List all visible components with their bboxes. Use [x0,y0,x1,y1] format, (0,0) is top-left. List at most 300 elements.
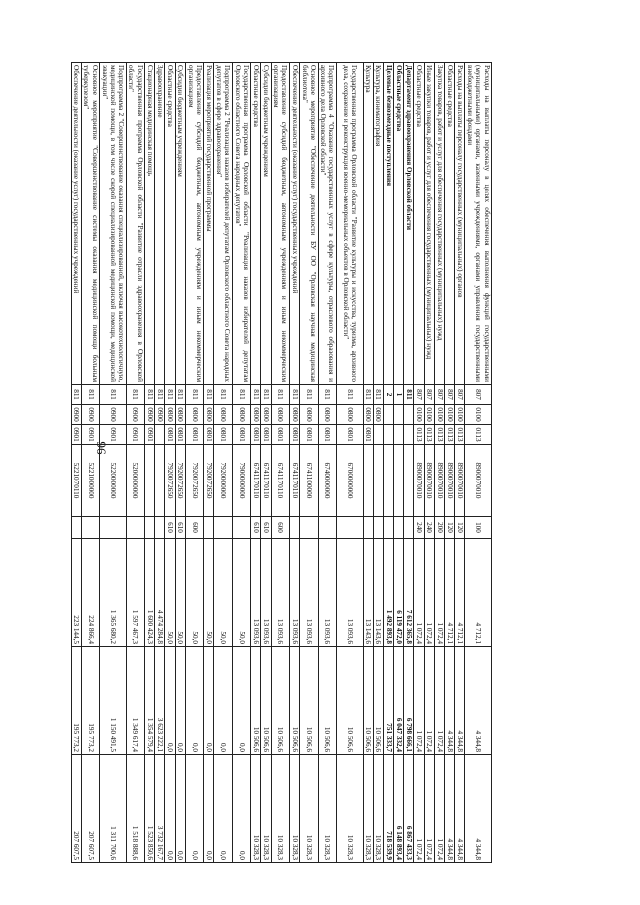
row-code: 811 [214,385,232,405]
row-amount-3: 1 072,4 [424,755,434,863]
row-amount-2: 10 506,6 [373,647,383,755]
row-subsection: 0801 [232,425,250,445]
row-amount-3: 6 867 433,3 [404,755,414,863]
row-amount-3: 718 539,9 [383,755,393,863]
row-amount-3: 0,0 [214,755,232,863]
row-amount-2: 10 506,6 [300,647,318,755]
row-amount-2: 0,0 [175,647,185,755]
row-amount-1: 13 093,6 [318,539,336,647]
row-amount-2: 4 344,8 [445,647,455,755]
row-amount-3: 207 607,5 [71,755,81,863]
row-amount-1: 50,0 [165,539,175,647]
row-expense-type [318,517,336,539]
row-amount-3: 3 732 167,7 [155,755,165,863]
row-amount-3: 10 328,3 [336,755,363,863]
budget-table [71,62,492,863]
row-expense-type [71,517,81,539]
row-amount-3: 0,0 [232,755,250,863]
row-name: Областные средства [445,63,455,385]
row-amount-1: 13 093,6 [261,539,271,647]
row-amount-3: 1 072,4 [414,755,424,863]
row-target-article: 6741170110 [289,445,299,517]
row-subsection [373,425,383,445]
row-name: Департамент здравоохранения Орловской области [404,63,414,385]
table-row [175,63,185,863]
row-amount-2: 10 506,6 [336,647,363,755]
row-expense-type: 610 [261,517,271,539]
row-code: 807 [434,385,444,405]
row-name: Предоставление субсидий бюджетным, автономным учреждениям и иным некоммерческим организациям [271,63,289,385]
row-amount-3: 4 344,8 [465,755,492,863]
row-expense-type [373,517,383,539]
table-row [336,63,363,863]
row-subsection: 0801 [214,425,232,445]
row-subsection: 0113 [414,425,424,445]
row-section: 0800 [175,405,185,425]
row-target-article: 6700000000 [336,445,363,517]
row-code: 807 [455,385,465,405]
row-amount-1: 13 093,6 [271,539,289,647]
table-row [289,63,299,863]
row-target-article: 6741170110 [251,445,261,517]
row-section: 0800 [300,405,318,425]
row-amount-1: 13 093,6 [289,539,299,647]
row-amount-3: 6 148 893,4 [394,755,404,863]
row-subsection: 0801 [261,425,271,445]
row-amount-2: 10 506,6 [261,647,271,755]
row-code: 811 [185,385,203,405]
row-name: Предоставление субсидий бюджетным, автономным учреждениям и иным некоммерческим организациям [185,63,203,385]
row-target-article: 7900000000 [232,445,250,517]
row-section: 0800 [185,405,203,425]
table-row [414,63,424,863]
row-subsection: 0801 [318,425,336,445]
row-name: Областные средства [414,63,424,385]
row-target-article: 8900070010 [414,445,424,517]
row-code: 811 [100,385,127,405]
row-section: 0900 [126,405,144,425]
row-amount-3: 207 607,5 [81,755,99,863]
row-expense-type: 600 [185,517,203,539]
row-expense-type [232,517,250,539]
row-section: 0900 [71,405,81,425]
row-code: 811 [271,385,289,405]
row-expense-type [81,517,99,539]
row-amount-1: 1 072,4 [414,539,424,647]
row-target-article: 6741170110 [271,445,289,517]
table-row [204,63,214,863]
row-section [383,405,393,425]
row-section: 0100 [455,405,465,425]
row-amount-1: 1 492 893,8 [383,539,393,647]
row-subsection: 0113 [424,425,434,445]
row-code: 811 [145,385,155,405]
row-subsection: 0801 [165,425,175,445]
row-name: Подпрограмма 4 "Оказание государственных услуг в сфере культуры, отраслевого образования и архивного дела Орловской области" [318,63,336,385]
row-expense-type [214,517,232,539]
row-section: 0100 [424,405,434,425]
row-code: 811 [232,385,250,405]
row-code: 811 [251,385,261,405]
table-row [81,63,99,863]
row-amount-3: 0,0 [204,755,214,863]
row-name: Государственная программа Орловской области "Реализация наказов избирателей депутатам Орловского областного Совета народных депутатов" [232,63,250,385]
row-subsection: 0901 [71,425,81,445]
row-amount-2: 6 047 332,4 [394,647,404,755]
row-name: Культура, кинематография [373,63,383,385]
row-code: 811 [204,385,214,405]
row-amount-3: 10 328,3 [318,755,336,863]
row-amount-2: 1 354 579,4 [145,647,155,755]
row-section: 0800 [261,405,271,425]
row-amount-3: 0,0 [175,755,185,863]
row-section: 0800 [289,405,299,425]
table-row [434,63,444,863]
table-row [445,63,455,863]
row-amount-3: 0,0 [165,755,175,863]
row-amount-1: 50,0 [185,539,203,647]
row-target-article: 8900070010 [455,445,465,517]
row-target-article: 8900070010 [445,445,455,517]
row-expense-type: 610 [165,517,175,539]
row-expense-type [404,517,414,539]
row-code: 811 [165,385,175,405]
row-amount-1: 4 712,1 [455,539,465,647]
row-amount-1: 1 600 424,3 [145,539,155,647]
table-row [455,63,465,863]
table-row [100,63,127,863]
row-subsection: 0801 [336,425,363,445]
row-code: 1 [394,385,404,405]
row-code: 811 [404,385,414,405]
row-code: 811 [81,385,99,405]
row-expense-type: 100 [465,517,492,539]
row-amount-3: 10 328,3 [261,755,271,863]
row-name: Государственная программа Орловской области "Развитие отрасли здравоохранения в Орловской области" [126,63,144,385]
row-section: 0800 [251,405,261,425]
row-expense-type [155,517,165,539]
row-code: 811 [300,385,318,405]
row-target-article: 7920000000 [214,445,232,517]
row-amount-1: 50,0 [204,539,214,647]
table-row [155,63,165,863]
page-number: 96 [94,441,109,455]
row-section: 0800 [165,405,175,425]
row-code: 807 [465,385,492,405]
row-target-article: 6741100000 [300,445,318,517]
row-name: Государственная программа Орловской области "Развитие культуры и искусства, туризма, архивного дела, сохранение и реконструкция военно-мемориальных объектов в Орловской области" [336,63,363,385]
row-amount-2: 4 344,8 [455,647,465,755]
row-amount-2: 1 072,4 [434,647,444,755]
row-section: 0900 [155,405,165,425]
row-amount-3: 1 518 888,6 [126,755,144,863]
row-target-article: 8900070010 [465,445,492,517]
row-expense-type: 120 [445,517,455,539]
row-code: 811 [71,385,81,405]
row-amount-1: 13 143,6 [363,539,373,647]
row-amount-2: 0,0 [232,647,250,755]
table-row [185,63,203,863]
row-code: 811 [289,385,299,405]
row-subsection: 0901 [81,425,99,445]
row-target-article: 7920072650 [204,445,214,517]
row-amount-1: 1 072,4 [434,539,444,647]
row-subsection: 0801 [204,425,214,445]
table-row [373,63,383,863]
row-expense-type: 120 [455,517,465,539]
row-target-article: 5221000000 [81,445,99,517]
row-expense-type [383,517,393,539]
row-amount-2: 0,0 [214,647,232,755]
row-amount-1: 1 072,4 [424,539,434,647]
row-section: 0100 [434,405,444,425]
row-amount-3: 1 523 850,6 [145,755,155,863]
row-amount-1: 13 093,6 [336,539,363,647]
row-amount-3: 10 328,3 [251,755,261,863]
row-amount-2: 10 506,6 [251,647,261,755]
row-amount-1: 13 093,6 [251,539,261,647]
row-amount-2: 1 150 491,5 [100,647,127,755]
row-name: Культура [363,63,373,385]
table-row [261,63,271,863]
row-name: Субсидии бюджетным учреждениям [175,63,185,385]
row-name: Целевые безвозмездные поступления [383,63,393,385]
row-amount-3: 1 311 700,6 [100,755,127,863]
row-subsection: 0801 [271,425,289,445]
row-amount-2: 10 506,6 [363,647,373,755]
row-expense-type [363,517,373,539]
row-code: 811 [126,385,144,405]
row-target-article [404,445,414,517]
row-code: 811 [261,385,271,405]
row-subsection: 0801 [363,425,373,445]
row-subsection [404,425,414,445]
row-amount-2: 10 506,6 [318,647,336,755]
row-code: 2 [383,385,393,405]
row-target-article: 5200000000 [126,445,144,517]
row-expense-type: 600 [271,517,289,539]
row-amount-1: 13 093,6 [300,539,318,647]
row-subsection: 0113 [445,425,455,445]
row-section: 0800 [336,405,363,425]
row-amount-3: 1 072,4 [434,755,444,863]
row-name: Основное мероприятие "Совершенствование системы оказания медицинской помощи больным туберкулезом" [81,63,99,385]
row-amount-2: 3 623 222,1 [155,647,165,755]
row-name: Расходы на выплаты персоналу в целях обеспечения выполнения функций государственными (муниципальными) органами, казенными учреждениями, органами управления государственными внебюджетными фондами [465,63,492,385]
row-subsection [155,425,165,445]
row-expense-type: 610 [175,517,185,539]
row-subsection [394,425,404,445]
row-subsection: 0901 [100,425,127,445]
row-amount-1: 4 712,1 [445,539,455,647]
row-amount-3: 10 328,3 [300,755,318,863]
row-code: 811 [363,385,373,405]
row-target-article [373,445,383,517]
row-amount-1: 6 119 472,0 [394,539,404,647]
row-target-article [155,445,165,517]
row-section: 0100 [445,405,455,425]
row-name: Иные закупки товаров, работ и услуг для обеспечения государственных (муниципальных) нужд [424,63,434,385]
row-code: 811 [336,385,363,405]
row-section: 0800 [373,405,383,425]
row-target-article: 5220000000 [100,445,127,517]
row-subsection: 0901 [145,425,155,445]
row-section: 0800 [232,405,250,425]
row-section [394,405,404,425]
row-name: Закупка товаров, работ и услуг для обеспечения государственных (муниципальных) нужд [434,63,444,385]
row-amount-3: 4 344,8 [445,755,455,863]
row-amount-1: 7 612 365,8 [404,539,414,647]
row-code: 811 [318,385,336,405]
table-row [71,63,81,863]
row-target-article: 7920072650 [185,445,203,517]
row-name: Областные средства [251,63,261,385]
table-row [271,63,289,863]
row-expense-type: 610 [251,517,261,539]
table-row [363,63,373,863]
row-expense-type: 240 [424,517,434,539]
row-subsection [383,425,393,445]
row-amount-3: 10 328,3 [271,755,289,863]
row-expense-type: 240 [414,517,424,539]
row-name: Расходы на выплаты персоналу государственных (муниципальных) органов [455,63,465,385]
row-amount-2: 10 506,6 [289,647,299,755]
row-amount-1: 50,0 [214,539,232,647]
row-name: Основное мероприятие "Обеспечение деятельности БУ ОО "Орловская научная медицинская библиотека" [300,63,318,385]
row-expense-type [300,517,318,539]
budget-table-body [71,63,491,863]
row-target-article: 5221070110 [71,445,81,517]
row-target-article [383,445,393,517]
row-subsection: 0113 [455,425,465,445]
row-subsection: 0113 [465,425,492,445]
row-name: Стационарная медицинская помощь [145,63,155,385]
row-expense-type [394,517,404,539]
table-row [232,63,250,863]
row-amount-2: 0,0 [165,647,175,755]
row-amount-1: 50,0 [232,539,250,647]
table-row [424,63,434,863]
row-name: Обеспечение деятельности (оказание услуг) государственных учреждений [71,63,81,385]
row-target-article [145,445,155,517]
table-row [300,63,318,863]
table-row [251,63,261,863]
row-amount-2: 10 506,6 [271,647,289,755]
row-name: Областные средства [165,63,175,385]
row-name: Реализация мероприятий государственной программы [204,63,214,385]
row-amount-2: 195 773,2 [71,647,81,755]
row-amount-2: 751 333,7 [383,647,393,755]
row-name: Областные средства [394,63,404,385]
row-code: 807 [424,385,434,405]
row-target-article: 8900070010 [424,445,434,517]
row-target-article: 7920072650 [175,445,185,517]
row-target-article: 6740000000 [318,445,336,517]
row-section: 0900 [100,405,127,425]
row-expense-type [100,517,127,539]
row-amount-3: 10 328,3 [363,755,373,863]
row-expense-type [126,517,144,539]
row-code: 811 [175,385,185,405]
row-code: 811 [373,385,383,405]
row-name: Здравоохранение [155,63,165,385]
row-expense-type [145,517,155,539]
row-subsection: 0801 [300,425,318,445]
table-row [383,63,393,863]
row-amount-1: 1 597 467,3 [126,539,144,647]
table-row [404,63,414,863]
row-code: 807 [414,385,424,405]
table-row [214,63,232,863]
row-name: Обеспечение деятельности (оказание услуг) государственных учреждений [289,63,299,385]
row-target-article [394,445,404,517]
row-amount-2: 0,0 [185,647,203,755]
row-section: 0800 [204,405,214,425]
row-name: Подпрограмма 2 "Реализация наказов избирателей депутатам Орловского областного Совета народных депутатов в сфере здравоохранения" [214,63,232,385]
row-amount-1: 224 866,4 [81,539,99,647]
row-section: 0900 [81,405,99,425]
table-row [165,63,175,863]
row-subsection: 0801 [175,425,185,445]
row-amount-1: 223 144,5 [71,539,81,647]
row-amount-2: 1 072,4 [424,647,434,755]
row-name: Субсидии бюджетным учреждениям [261,63,271,385]
row-code: 807 [445,385,455,405]
row-expense-type [336,517,363,539]
row-section: 0100 [414,405,424,425]
row-subsection: 0801 [185,425,203,445]
row-amount-2: 6 798 666,1 [404,647,414,755]
row-target-article [363,445,373,517]
rotated-page [72,62,492,862]
row-amount-1: 4 474 284,8 [155,539,165,647]
row-amount-1: 1 365 680,2 [100,539,127,647]
row-section: 0100 [465,405,492,425]
row-code: 811 [155,385,165,405]
row-amount-2: 4 344,8 [465,647,492,755]
row-amount-2: 1 349 617,4 [126,647,144,755]
table-row [465,63,492,863]
row-amount-3: 10 328,3 [289,755,299,863]
row-target-article: 6741170110 [261,445,271,517]
row-subsection: 0113 [434,425,444,445]
row-amount-3: 0,0 [185,755,203,863]
row-expense-type [204,517,214,539]
table-row [394,63,404,863]
row-amount-2: 195 773,2 [81,647,99,755]
row-expense-type [289,517,299,539]
table-row [318,63,336,863]
row-target-article: 7920072650 [165,445,175,517]
table-row [145,63,155,863]
row-subsection: 0801 [251,425,261,445]
row-name: Подпрограмма 2 "Совершенствование оказания специализированной, включая высокотехнологичную, медицинской помощи, в том числе скорой специализированной медицинской помощи, медицинской эвакуации" [100,63,127,385]
row-section: 0800 [318,405,336,425]
row-subsection: 0901 [126,425,144,445]
row-amount-3: 4 344,8 [455,755,465,863]
row-amount-3: 10 328,3 [373,755,383,863]
row-section: 0800 [214,405,232,425]
rotated-content [72,62,492,862]
row-section: 0800 [271,405,289,425]
row-expense-type: 200 [434,517,444,539]
row-amount-2: 1 072,4 [414,647,424,755]
row-amount-1: 50,0 [175,539,185,647]
row-section: 0800 [363,405,373,425]
table-row [126,63,144,863]
row-amount-2: 0,0 [204,647,214,755]
row-amount-1: 4 712,1 [465,539,492,647]
